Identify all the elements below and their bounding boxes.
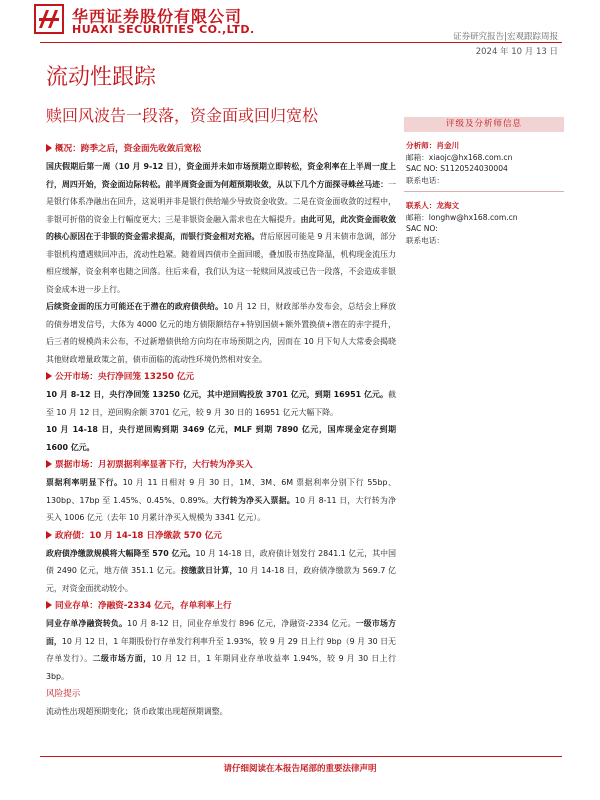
analyst-sidebar [404,117,564,246]
risk-text: 流动性出现超预期变化；货币政策出现超预期调整。 [46,707,228,716]
main-content [46,140,396,721]
section-heading-ncd: 同业存单：净融资-2334 亿元，存单利率上行 [46,597,396,615]
paragraph-bill-market: 票据利率明显下行。10 月 11 日相对 9 月 30 日，1M、3M、6M 票据利率分别下行 55bp、130bp、17bp 至 1.45%、0.45%、0.89%。大行转为净买入票据。10 月 8-11 日，大行转为净买入 1006 亿元（去年 10 月累计净买入规模为 3341 亿元）。 [46,478,396,522]
report-subtitle: 赎回风波告一段落，资金面或回归宽松 [46,106,319,125]
paragraph-overview-2: 后续资金面的压力可能还在于潜在的政府债供给。10 月 12 日，财政部举办发布会，总结会上释放的债券增发信号，大体为 4000 亿元的地方债限额结存+特别国债+额外置换债+潜在的赤字提升，后三者的规模尚未公布，不过新增债供给方向均在市场预期之内，因而在 10 月下旬人大常委会揭晓其他财政增量政策之前，债市面临的流动性环境仍然相对安全。 [46,302,396,364]
sidebar-divider [404,191,564,192]
risk-heading: 风险提示 [46,689,81,699]
report-category: 证券研究报告|宏观跟踪周报 [453,32,558,42]
footer-divider [40,756,562,757]
header-divider [40,42,562,43]
section-heading-gov-debt: 政府债：10 月 14-18 日净缴款 570 亿元 [46,527,396,545]
paragraph-open-market-2: 10 月 14-18 日，央行逆回购到期 3469 亿元，MLF 到期 7890 亿元，国库现金定存到期 1600 亿元。 [46,425,396,452]
analyst-1-sac: SAC NO: S1120524030004 [406,164,508,173]
paragraph-overview-1: 国庆假期后第一周（10 月 9-12 日），资金面并未如市场预期立即转松，资金利率在上半周一度上行，周四开始，资金面边际转松。前半周资金面为何超预期收敛，从以下几个方面探寻蛛丝马迹：一是银行体系净融出在回升，这说明并非是银行供给端少导致资金收敛。二是在资金面收敛的过程中，非银可折借的资金上行幅度更大；三是非银资金融入需求也在大幅提升。由此可见，此次资金面收敛的核心原因在于非银的资金需求提高，而银行资金相对充裕。背后原因可能是 9 月末债市急调，部分非银机构遭遇赎回冲击，流动性趋紧。随着周四债市全面回暖，叠加股市热度降温，机构现金流压力相应缓解，资金利率也随之回落。往后来看，我们认为这一轮赎回风波或已告一段落，不会造成非银资金成本进一步上行。 [46,162,396,294]
legal-notice: 请仔细阅读在本报告尾部的重要法律声明 [223,764,377,774]
analyst-1-block [404,140,564,186]
analyst-2-name: 联系人：龙海文 [406,201,460,210]
analyst-2-phone: 联系电话： [406,235,444,245]
report-title: 流动性跟踪 [46,65,157,90]
section-heading-open-market: 公开市场：央行净回笼 13250 亿元 [46,368,396,386]
triangle-bullet-icon [46,601,52,609]
analyst-2-sac: SAC NO: [406,224,438,233]
triangle-bullet-icon [46,531,52,539]
paragraph-open-market-1: 10 月 8-12 日，央行净回笼 13250 亿元，其中逆回购投放 3701 亿元，到期 16951 亿元。截至 10 月 12 日，逆回购余额 3701 亿元，较 9 月 30 日的 16951 亿元大幅下降。 [46,390,396,417]
analyst-2-email[interactable]: 邮箱：longhw@hx168.com.cn [406,212,518,222]
analyst-1-phone: 联系电话： [406,175,444,185]
triangle-bullet-icon [46,144,52,152]
analyst-1-email[interactable]: 邮箱：xiaojc@hx168.com.cn [406,152,513,162]
company-logo-icon [34,4,64,34]
section-heading-bill-market: 票据市场：月初票据利率显著下行，大行转为净买入 [46,456,396,474]
report-date: 2024 年 10 月 13 日 [475,47,558,57]
company-name-cn: 华西证券股份有限公司 [72,7,243,26]
sidebar-header: 评级及分析师信息 [404,117,564,132]
company-name-en: HUAXI SECURITIES CO.,LTD. [72,23,255,36]
triangle-bullet-icon [46,372,52,380]
analyst-1-name: 分析师：肖金川 [406,141,460,150]
paragraph-ncd: 同业存单净融资转负。10 月 8-12 日，同业存单发行 896 亿元，净融资-2334 亿元。一级市场方面，10 月 12 日，1 年期股份行存单发行利率升至 1.93%，较 9 月 29 日上行 9bp（9 月 30 日无存单发行）。二级市场方面，10 月 12 日，1 年期同业存单收益率 1.94%，较 9 月 30 日上行 3bp。 [46,619,396,681]
paragraph-gov-debt: 政府债净缴款规模将大幅降至 570 亿元。10 月 14-18 日，政府债计划发行 2841.1 亿元，其中国债 2490 亿元，地方债 351.1 亿元。按缴款日计算，10 月 14-18 日，政府债净缴款为 569.7 亿元，对资金面扰动较小。 [46,548,396,593]
report-header [0,0,600,57]
section-heading-overview: 概况：跨季之后，资金面先收敛后宽松 [46,140,396,158]
analyst-2-block [404,200,564,246]
triangle-bullet-icon [46,460,52,468]
